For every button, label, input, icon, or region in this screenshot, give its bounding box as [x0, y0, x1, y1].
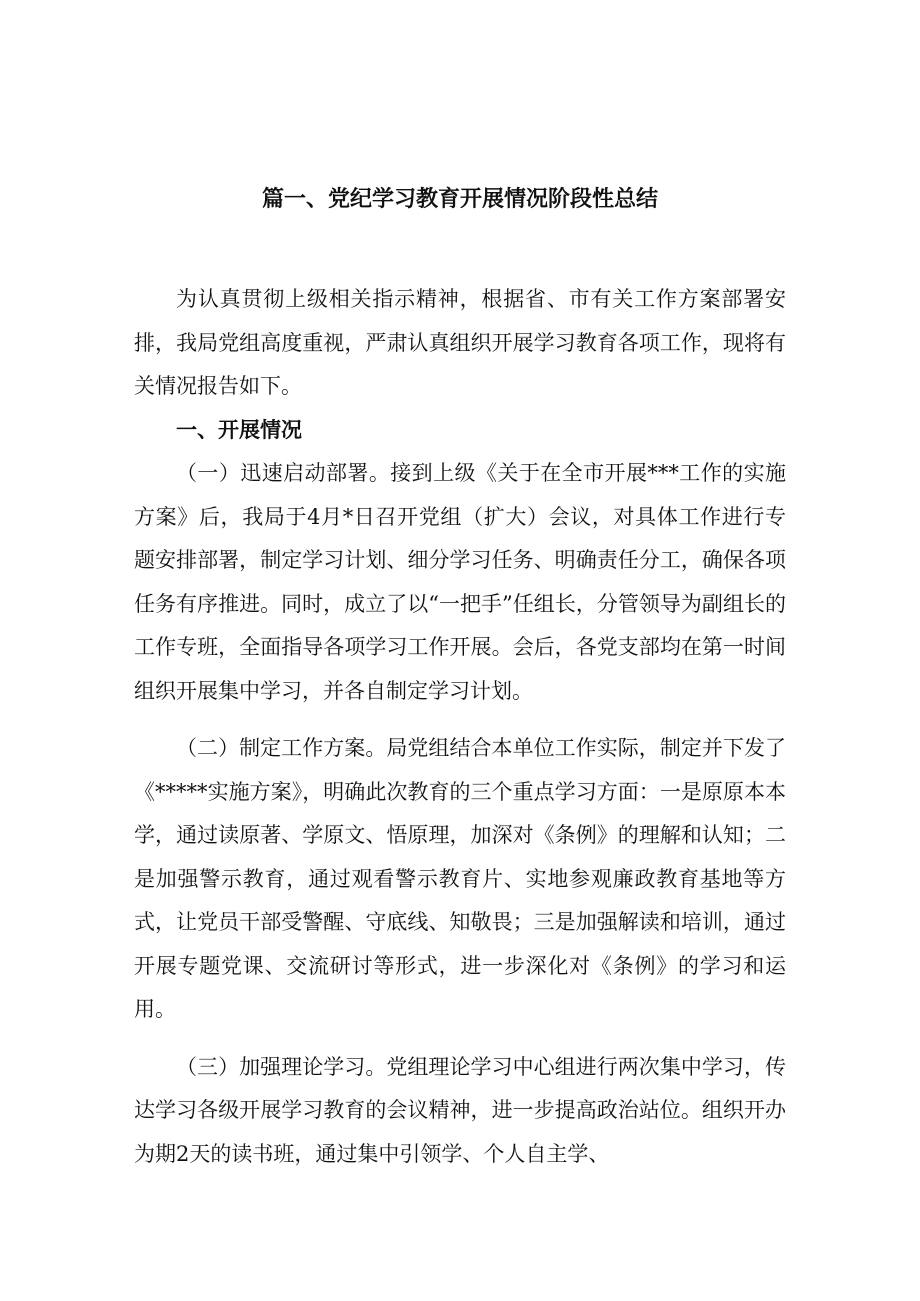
- document-body: [134, 278, 786, 1176]
- paragraph-1: （一）迅速启动部署。接到上级《关于在全市开展***工作的实施方案》后，我局于4月*日召开党组（扩大）会议，对具体工作进行专题安排部署，制定学习计划、细分学习任务、明确责任分工，确保各项任务有序推进。同时，成立了以“一把手”任组长，分管领导为副组长的工作专班，全面指导各项学习工作开展。会后，各党支部均在第一时间组织开展集中学习，并各自制定学习计划。: [134, 461, 786, 703]
- paragraph-3: （三）加强理论学习。党组理论学习中心组进行两次集中学习，传达学习各级开展学习教育的会议精神，进一步提高政治站位。组织开办为期2天的读书班，通过集中引领学、个人自主学、: [134, 1054, 786, 1166]
- document-title: 篇一、党纪学习教育开展情况阶段性总结: [261, 187, 658, 212]
- paragraph-2: （二）制定工作方案。局党组结合本单位工作实际，制定并下发了《*****实施方案》，明确此次教育的三个重点学习方面：一是原原本本学，通过读原著、学原文、悟原理，加深对《条例》的理解和认知；二是加强警示教育，通过观看警示教育片、实地参观廉政教育基地等方式，让党员干部受警醒、守底线、知敬畏；三是加强解读和培训，通过开展专题党课、交流研讨等形式，进一步深化对《条例》的学习和运用。: [134, 736, 786, 1021]
- section-heading: 一、开展情况: [176, 417, 302, 442]
- intro-paragraph: 为认真贯彻上级相关指示精神，根据省、市有关工作方案部署安排，我局党组高度重视，严肃认真组织开展学习教育各项工作，现将有关情况报告如下。: [134, 287, 786, 398]
